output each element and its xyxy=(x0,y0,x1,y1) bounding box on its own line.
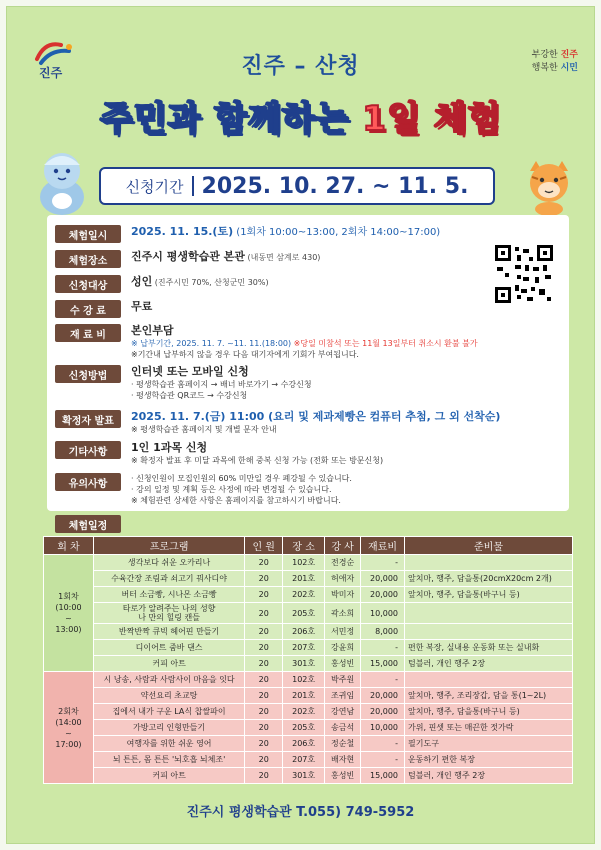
schedule-tag: 체험일정 xyxy=(55,515,121,533)
cell-fee: 15,000 xyxy=(361,656,405,672)
info-tag: 체험장소 xyxy=(55,250,121,268)
qr-code-icon[interactable] xyxy=(495,245,553,303)
cell-room: 207호 xyxy=(283,752,325,768)
info-row-etc: 기타사항 1인 1과목 신청 ※ 확정자 발표 후 미달 과목에 한해 중복 신청 가능 (전화 또는 방문신청) xyxy=(55,441,383,466)
cell-teacher: 강윤희 xyxy=(325,640,361,656)
info-row-announce: 확정자 발표 2025. 11. 7.(금) 11:00 (요리 및 제과제빵은 컴퓨터 추첨, 그 외 선착순) ※ 평생학습관 홈페이지 및 개별 문자 안내 xyxy=(55,410,500,435)
cell-room: 201호 xyxy=(283,571,325,587)
cell-people: 20 xyxy=(245,571,283,587)
cell-room: 206호 xyxy=(283,736,325,752)
cell-program: 집에서 내가 구운 LA식 찹쌀파이 xyxy=(93,704,244,720)
period-value: 2025. 10. 27. ~ 11. 5. xyxy=(201,173,469,199)
cell-people: 20 xyxy=(245,624,283,640)
cell-items: 앞치마, 행주, 조리장갑, 담을 통(1~2L) xyxy=(405,688,573,704)
info-tag: 유의사항 xyxy=(55,473,121,491)
cell-items: 필기도구 xyxy=(405,736,573,752)
table-row xyxy=(44,555,573,571)
cell-room: 301호 xyxy=(283,656,325,672)
cell-items xyxy=(405,624,573,640)
cell-program: 여행자를 위한 쉬운 영어 xyxy=(93,736,244,752)
col-header: 프로그램 xyxy=(93,537,244,555)
table-row xyxy=(44,640,573,656)
cell-teacher: 정순철 xyxy=(325,736,361,752)
cell-teacher: 박주원 xyxy=(325,672,361,688)
cell-people: 20 xyxy=(245,752,283,768)
table-row xyxy=(44,603,573,624)
cell-program: 생각보다 쉬운 오카리나 xyxy=(93,555,244,571)
cell-items xyxy=(405,603,573,624)
schedule-table xyxy=(43,536,573,784)
info-row-place: 체험장소 진주시 평생학습관 본관 (내동면 삼계로 430) xyxy=(55,250,320,268)
cell-people: 20 xyxy=(245,587,283,603)
cell-fee: 20,000 xyxy=(361,587,405,603)
cell-items: 텀블러, 개인 행주 2장 xyxy=(405,768,573,784)
table-row xyxy=(44,672,573,688)
cell-people: 20 xyxy=(245,603,283,624)
cell-items: 편한 복장, 실내용 운동화 또는 실내화 xyxy=(405,640,573,656)
cell-room: 102호 xyxy=(283,555,325,571)
info-tag: 기타사항 xyxy=(55,441,121,459)
info-row-fee: 수 강 료 무료 xyxy=(55,300,152,318)
col-header: 회 차 xyxy=(44,537,94,555)
schedule-header-row xyxy=(44,537,573,555)
cell-people: 20 xyxy=(245,688,283,704)
info-tag: 신청대상 xyxy=(55,275,121,293)
cell-teacher: 전경순 xyxy=(325,555,361,571)
cell-fee: 20,000 xyxy=(361,704,405,720)
col-header: 장 소 xyxy=(283,537,325,555)
cell-teacher: 박미자 xyxy=(325,587,361,603)
table-row xyxy=(44,768,573,784)
cell-room: 201호 xyxy=(283,688,325,704)
info-tag: 재 료 비 xyxy=(55,324,121,342)
cell-room: 205호 xyxy=(283,603,325,624)
info-tag: 체험일시 xyxy=(55,225,121,243)
session-cell: 1회차 (10:00 ~ 13:00) xyxy=(44,555,94,672)
cell-people: 20 xyxy=(245,555,283,571)
cell-program: 디이어트 줌바 댄스 xyxy=(93,640,244,656)
event-title: 주민과 함께하는 1일 체험 xyxy=(99,99,502,139)
cell-fee: 20,000 xyxy=(361,688,405,704)
application-period-banner xyxy=(99,167,495,205)
table-row xyxy=(44,624,573,640)
cell-items: 가위, 핀셋 또는 매끈한 젓가락 xyxy=(405,720,573,736)
cell-people: 20 xyxy=(245,768,283,784)
info-row-method: 신청방법 인터넷 또는 모바일 신청 · 평생학습관 홈페이지 → 배너 바로가기 → 수강신청 · 평생학습관 QR코드 → 수강신청 xyxy=(55,365,312,401)
info-row-target: 신청대상 성인 (진주시민 70%, 산청군민 30%) xyxy=(55,275,269,293)
cell-teacher: 허애자 xyxy=(325,571,361,587)
info-row-material: 재 료 비 본인부담 ※ 납부기간, 2025. 11. 7. ~11. 11.(18:00) ※당일 미참석 또는 11월 13일부터 취소시 환불 불가 ※기간내 납부하지 않을 경우 다음 대기자에게 기회가 부여됩니다. xyxy=(55,324,478,360)
cell-fee: 8,000 xyxy=(361,624,405,640)
col-header: 강 사 xyxy=(325,537,361,555)
city-slogan: 부강한 진주 행복한 시민 xyxy=(531,50,578,73)
info-panel xyxy=(47,215,569,511)
cell-fee: - xyxy=(361,736,405,752)
info-row-date: 체험일시 2025. 11. 15.(토) (1회차 10:00~13:00, 2회차 14:00~17:00) xyxy=(55,225,440,243)
cell-teacher: 송금석 xyxy=(325,720,361,736)
cell-fee: - xyxy=(361,555,405,571)
cell-teacher: 곽소희 xyxy=(325,603,361,624)
cell-program: 버터 소금빵, 시나몬 소금빵 xyxy=(93,587,244,603)
cell-fee: 15,000 xyxy=(361,768,405,784)
cell-people: 20 xyxy=(245,640,283,656)
cell-items xyxy=(405,555,573,571)
info-tag: 확정자 발표 xyxy=(55,410,121,428)
cell-people: 20 xyxy=(245,656,283,672)
cell-teacher: 배자현 xyxy=(325,752,361,768)
col-header: 준비물 xyxy=(405,537,573,555)
table-row xyxy=(44,571,573,587)
col-header: 재료비 xyxy=(361,537,405,555)
cell-fee: 10,000 xyxy=(361,603,405,624)
cell-program: 타로가 알려주는 나의 성향 나 만의 힐링 캔들 xyxy=(93,603,244,624)
period-label: 신청기간 xyxy=(125,177,184,196)
cell-items: 운동하기 편한 복장 xyxy=(405,752,573,768)
cell-fee: - xyxy=(361,640,405,656)
table-row xyxy=(44,736,573,752)
cell-fee: - xyxy=(361,672,405,688)
cell-program: 뇌 튼튼, 몸 튼튼 '뇌호흡 뇌체조' xyxy=(93,752,244,768)
cell-people: 20 xyxy=(245,736,283,752)
poster xyxy=(6,6,595,844)
cell-people: 20 xyxy=(245,672,283,688)
cell-room: 202호 xyxy=(283,704,325,720)
table-row xyxy=(44,587,573,603)
cell-program: 커피 아트 xyxy=(93,656,244,672)
info-tag: 수 강 료 xyxy=(55,300,121,318)
cell-teacher: 홍성빈 xyxy=(325,768,361,784)
cell-room: 206호 xyxy=(283,624,325,640)
cell-room: 102호 xyxy=(283,672,325,688)
schedule-section xyxy=(55,515,121,533)
info-row-caution: 유의사항 · 신청인원이 모집인원의 60% 미만일 경우 폐강될 수 있습니다. · 강의 일정 및 계획 등은 사정에 따라 변경될 수 있습니다. ※ 체험관련 상세한 사항은 홈페이지를 참고하시기 바랍니다. xyxy=(55,473,352,506)
cell-items: 앞치마, 행주, 담을통(바구니 등) xyxy=(405,587,573,603)
mascot-left-icon xyxy=(29,145,95,217)
cell-items xyxy=(405,672,573,688)
logo-text: 진주 xyxy=(39,66,63,80)
cell-items: 앞치마, 행주, 담을통(20cmX20cm 2개) xyxy=(405,571,573,587)
cell-people: 20 xyxy=(245,720,283,736)
cell-teacher: 서민정 xyxy=(325,624,361,640)
table-row xyxy=(44,752,573,768)
cell-program: 커피 아트 xyxy=(93,768,244,784)
cell-room: 205호 xyxy=(283,720,325,736)
cell-fee: 10,000 xyxy=(361,720,405,736)
table-row xyxy=(44,704,573,720)
cell-room: 301호 xyxy=(283,768,325,784)
table-row xyxy=(44,688,573,704)
cell-fee: 20,000 xyxy=(361,571,405,587)
cell-program: 반짝반짝 큐빅 헤어핀 만들기 xyxy=(93,624,244,640)
cell-people: 20 xyxy=(245,704,283,720)
col-header: 인 원 xyxy=(245,537,283,555)
cell-teacher: 홍성빈 xyxy=(325,656,361,672)
cell-program: 약선요리 초교탕 xyxy=(93,688,244,704)
cell-teacher: 강연남 xyxy=(325,704,361,720)
info-tag: 신청방법 xyxy=(55,365,121,383)
cell-program: 가방고리 인형만들기 xyxy=(93,720,244,736)
contact-footer: 진주시 평생학습관 T.055) 749-5952 xyxy=(186,805,415,820)
mascot-tiger-icon xyxy=(518,157,580,217)
table-row xyxy=(44,656,573,672)
cell-room: 202호 xyxy=(283,587,325,603)
cell-program: 수육간장 조림과 쇠고기 꿔사디야 xyxy=(93,571,244,587)
cell-teacher: 조귀임 xyxy=(325,688,361,704)
cell-fee: - xyxy=(361,752,405,768)
table-row xyxy=(44,720,573,736)
cell-items: 텀블러, 개인 행주 2장 xyxy=(405,656,573,672)
session-cell: 2회차 (14:00 ~ 17:00) xyxy=(44,672,94,784)
cell-room: 207호 xyxy=(283,640,325,656)
event-subtitle: 진주 – 산청 xyxy=(241,54,360,79)
period-divider xyxy=(192,176,194,196)
cell-items: 앞치마, 행주, 담을통(바구니 등) xyxy=(405,704,573,720)
cell-program: 시 낭송, 사람과 사람사이 마음을 잇다 xyxy=(93,672,244,688)
